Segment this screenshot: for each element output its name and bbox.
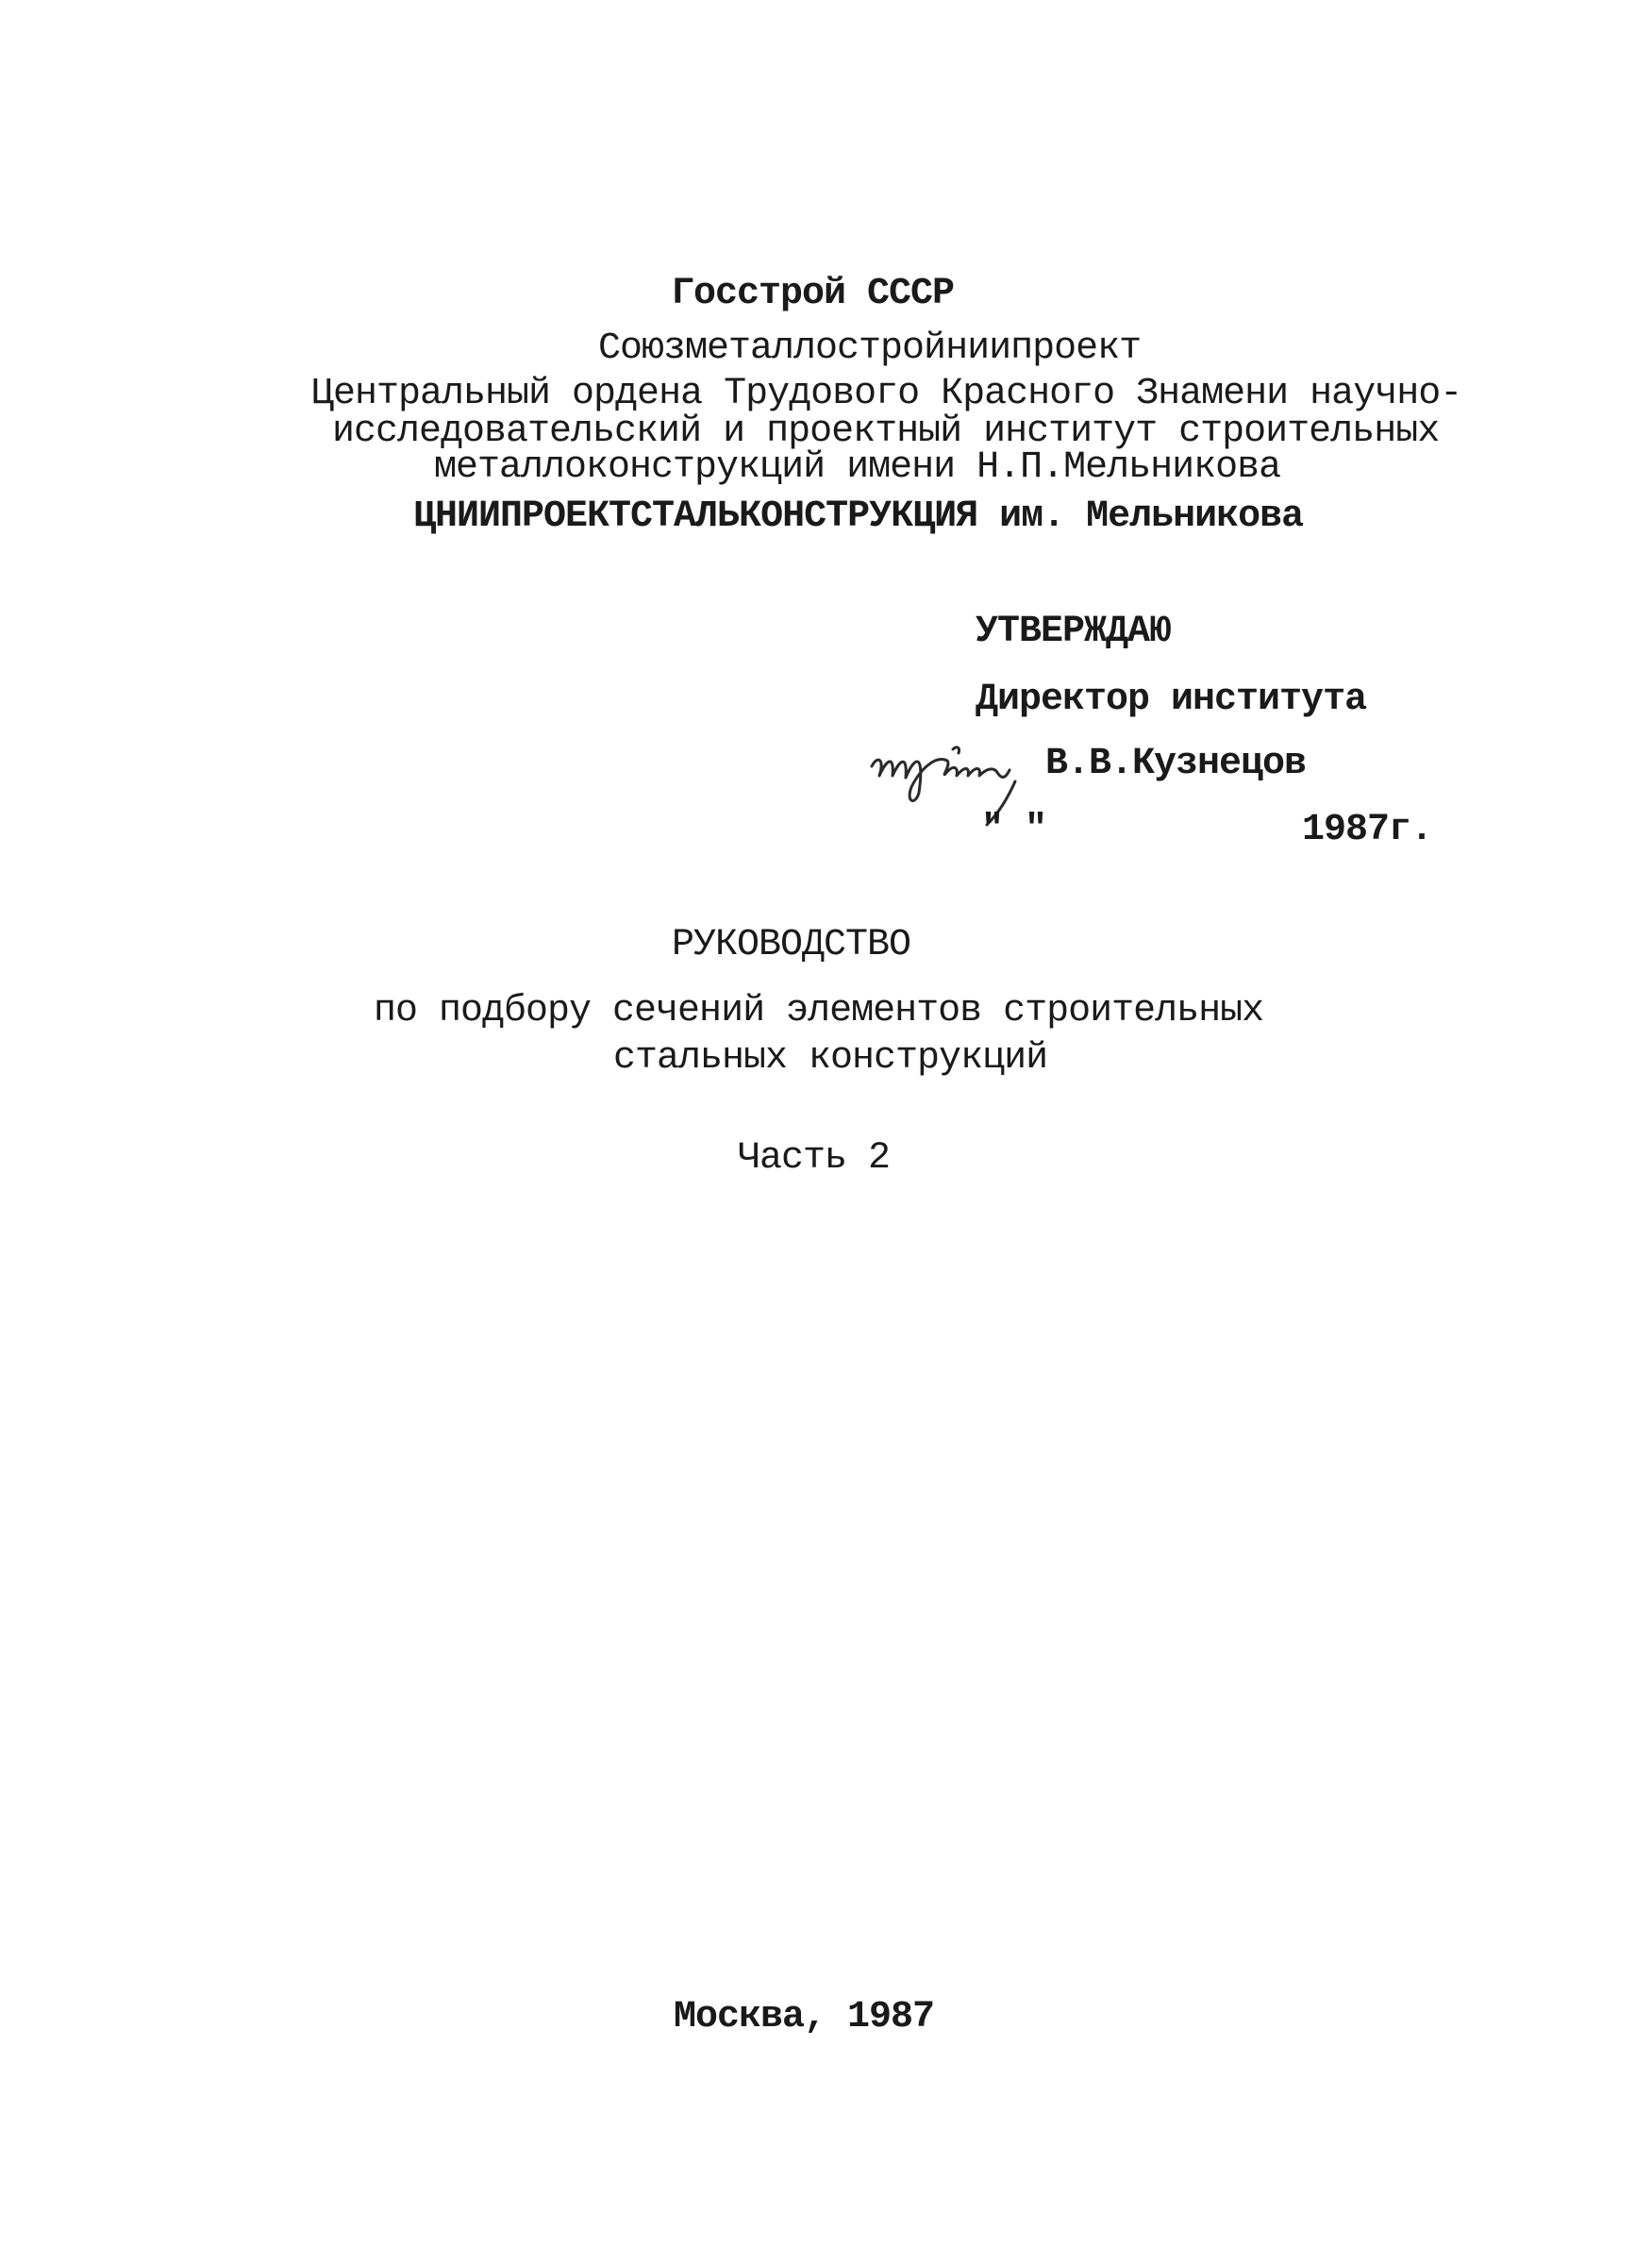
- header-organization: Союзметаллостройниипроект: [598, 327, 1142, 370]
- header-institute-line-1: Центральный ордена Трудового Красного Знамени научно-: [311, 373, 1462, 415]
- approval-year: 1987г.: [1302, 809, 1433, 851]
- document-subtitle-line-2: стальных конструкций: [613, 1037, 1048, 1080]
- header-institute-line-2: исследовательский и проектный институт строительных: [332, 411, 1440, 453]
- approval-stamp: УТВЕРЖДАЮ: [976, 611, 1172, 653]
- publication-place-year: Москва, 1987: [674, 1996, 935, 2038]
- approval-name: В.В.Кузнецов: [1045, 743, 1307, 785]
- header-agency: Госстрой СССР: [672, 273, 955, 315]
- header-institute-line-3: металлоконструкций имени Н.П.Мельникова: [434, 446, 1281, 489]
- header-institute-abbreviation: ЦНИИПРОЕКТСТАЛЬКОНСТРУКЦИЯ им. Мельникова: [413, 495, 1304, 538]
- approval-date-quotes: " ": [981, 809, 1047, 851]
- document-part: Часть 2: [738, 1137, 891, 1180]
- approval-position: Директор института: [976, 679, 1367, 721]
- document-subtitle-line-1: по подбору сечений элементов строительных: [374, 990, 1264, 1032]
- document-title: РУКОВОДСТВО: [672, 924, 911, 966]
